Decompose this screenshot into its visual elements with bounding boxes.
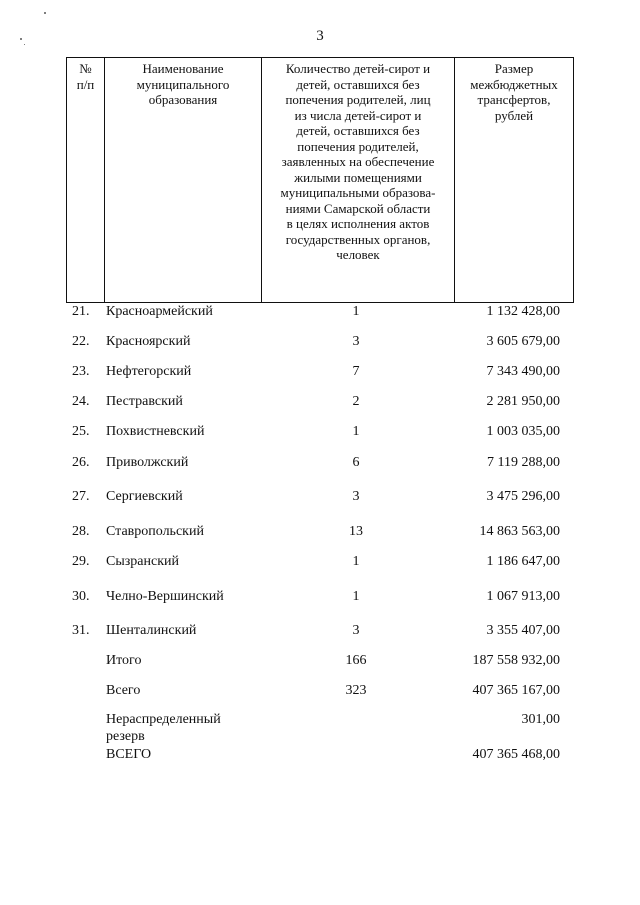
- header-size: [454, 58, 573, 302]
- row-number: 21.: [72, 304, 90, 319]
- header-count-line: детей, оставшихся без: [296, 123, 420, 138]
- header-name-line: образования: [148, 92, 218, 107]
- header-num: [67, 58, 104, 302]
- header-size-line: межбюджетных: [470, 76, 558, 92]
- header-count-line: государственных органов,: [285, 231, 431, 247]
- table-row: [0, 553, 640, 573]
- total-amount: 407 365 167,00: [472, 683, 560, 698]
- header-size-line: трансфертов,: [477, 92, 551, 107]
- row-name: Ставропольский: [106, 524, 204, 539]
- grand-total-label: ВСЕГО: [106, 747, 152, 762]
- row-number: 24.: [72, 394, 90, 409]
- row-count: 2: [352, 394, 360, 409]
- row-name: Похвистневский: [106, 424, 205, 439]
- row-name: Сергиевский: [106, 489, 183, 504]
- row-number: 25.: [72, 424, 90, 439]
- row-amount: 14 863 563,00: [479, 524, 560, 539]
- row-number: 26.: [72, 455, 90, 470]
- row-name: Шенталинский: [106, 623, 197, 638]
- header-num-line: №: [79, 61, 92, 76]
- header-name: [104, 58, 261, 302]
- table-row: [0, 333, 640, 353]
- row-amount: 7 119 288,00: [487, 455, 560, 470]
- row-name: Красноармейский: [106, 304, 213, 319]
- row-number: 28.: [72, 524, 90, 539]
- row-name: Челно-Вершинский: [106, 589, 224, 604]
- row-amount: 1 003 035,00: [486, 424, 560, 439]
- row-amount: 7 343 490,00: [486, 364, 560, 379]
- row-name: Нефтегорский: [106, 364, 192, 379]
- table-row: [0, 622, 640, 642]
- header-name-line: муниципального: [136, 76, 230, 92]
- row-amount: 1 132 428,00: [486, 304, 560, 319]
- table-header: [66, 57, 574, 303]
- grand-total-row: [0, 746, 640, 766]
- row-count: 1: [352, 424, 360, 439]
- reserve-amount: 301,00: [521, 712, 560, 727]
- table-row: [0, 423, 640, 443]
- row-count: 3: [352, 489, 360, 504]
- row-count: 1: [352, 589, 360, 604]
- row-name: Приволжский: [106, 455, 189, 470]
- row-amount: 1 186 647,00: [486, 554, 560, 569]
- total-label: Всего: [106, 683, 141, 698]
- table-row: [0, 363, 640, 383]
- reserve-label-line2: резерв: [106, 729, 145, 744]
- row-number: 27.: [72, 489, 90, 504]
- header-count-line: заявленных на обеспечение: [281, 154, 435, 169]
- header-count-line: из числа детей-сирот и: [294, 107, 422, 123]
- page-number: 3: [316, 28, 324, 44]
- row-count: 6: [352, 455, 360, 470]
- header-count-line: в целях исполнения актов: [286, 216, 430, 231]
- row-amount: 3 605 679,00: [486, 334, 560, 349]
- header-count-line: муниципальными образова-: [280, 185, 436, 200]
- table-row: [0, 303, 640, 323]
- total-count: 323: [345, 683, 367, 698]
- header-count-line: ниями Самарской области: [285, 200, 431, 216]
- row-number: 30.: [72, 589, 90, 604]
- header-size-line: Размер: [494, 61, 534, 76]
- total-row: [0, 682, 640, 702]
- table-row: [0, 488, 640, 508]
- table-row: [0, 523, 640, 543]
- header-num-line: п/п: [76, 76, 95, 92]
- reserve-row-continued: [0, 728, 640, 748]
- scan-speck: [44, 12, 46, 14]
- grand-total-amount: 407 365 468,00: [472, 747, 560, 762]
- header-count-line: Количество детей-сирот и: [285, 61, 431, 76]
- table-row: [0, 393, 640, 413]
- header-name-line: Наименование: [142, 61, 224, 76]
- total-label: Итого: [106, 653, 142, 668]
- reserve-label-line1: Нераспределенный: [106, 712, 221, 727]
- header-count: [261, 58, 454, 302]
- header-count-line: человек: [336, 247, 380, 262]
- row-name: Красноярский: [106, 334, 191, 349]
- header-size-line: рублей: [494, 107, 534, 123]
- row-number: 23.: [72, 364, 90, 379]
- total-count: 166: [345, 653, 367, 668]
- row-amount: 2 281 950,00: [486, 394, 560, 409]
- row-amount: 3 355 407,00: [486, 623, 560, 638]
- table-row: [0, 454, 640, 474]
- row-name: Пестравский: [106, 394, 183, 409]
- total-amount: 187 558 932,00: [472, 653, 560, 668]
- row-count: 1: [352, 304, 360, 319]
- row-number: 22.: [72, 334, 90, 349]
- row-name: Сызранский: [106, 554, 179, 569]
- header-count-line: детей, оставшихся без: [296, 76, 420, 92]
- row-count: 13: [349, 524, 363, 539]
- total-row: [0, 652, 640, 672]
- row-count: 3: [352, 623, 360, 638]
- row-amount: 1 067 913,00: [486, 589, 560, 604]
- row-amount: 3 475 296,00: [486, 489, 560, 504]
- header-count-line: попечения родителей,: [297, 138, 419, 154]
- header-count-line: жилыми помещениями: [294, 169, 422, 185]
- row-count: 7: [352, 364, 360, 379]
- header-count-line: попечения родителей, лиц: [285, 92, 431, 107]
- row-number: 29.: [72, 554, 90, 569]
- row-number: 31.: [72, 623, 90, 638]
- row-count: 3: [352, 334, 360, 349]
- table-row: [0, 588, 640, 608]
- row-count: 1: [352, 554, 360, 569]
